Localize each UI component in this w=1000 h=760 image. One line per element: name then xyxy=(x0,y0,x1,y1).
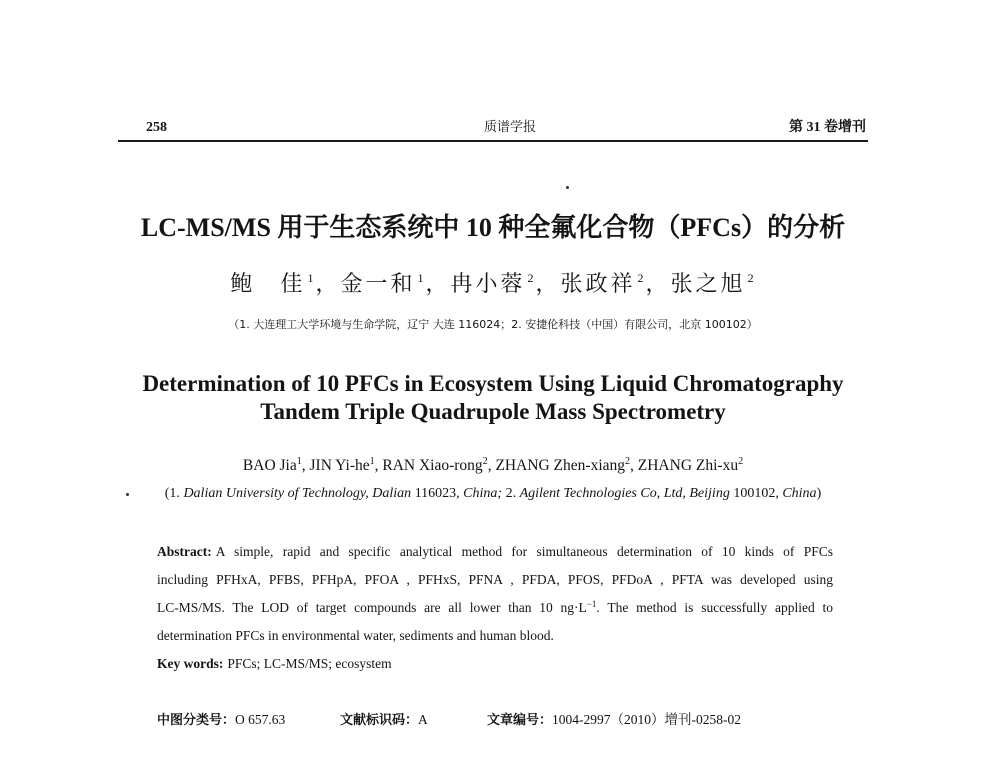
title-english-line: Determination of 10 PFCs in Ecosystem Using Liquid Chromatography xyxy=(142,371,844,396)
scan-speck xyxy=(566,186,569,189)
author-cn-name: 鲍 佳 xyxy=(230,272,306,297)
clc-number xyxy=(157,710,285,731)
clc-label: 中图分类号： xyxy=(157,713,236,728)
author-en-name: JIN Yi-he xyxy=(309,457,370,474)
authors-chinese xyxy=(118,270,868,300)
affiliation-institution: Dalian University of Technology, Dalian xyxy=(183,486,412,501)
author-cn-affiliation-mark: 2 xyxy=(637,271,644,285)
abstract-text: including PFHxA, PFBS, PFHpA, PFOA , PFHxS, PFNA , PFDA, PFOS, PFDoA , PFTA was developed using xyxy=(157,572,833,587)
author-en-affiliation-mark: 2 xyxy=(482,456,488,467)
author-en-affiliation-mark: 1 xyxy=(296,456,302,467)
author-separator: ， xyxy=(535,272,561,297)
affiliation-country: China; xyxy=(463,486,503,501)
author-cn-name: 金一和 xyxy=(340,272,416,297)
author-en-affiliation-mark: 2 xyxy=(625,456,631,467)
article-number-value: 1004-2997（2010）增刊-0258-02 xyxy=(552,712,742,727)
header-rule xyxy=(118,140,868,142)
author-en-name: RAN Xiao-rong xyxy=(382,457,483,474)
affiliation-country: China xyxy=(782,486,817,501)
title-english xyxy=(118,370,868,426)
abstract-line xyxy=(157,622,833,650)
article-number xyxy=(487,710,741,731)
unit-exponent: −1 xyxy=(586,599,597,609)
document-code-label: 文献标识码： xyxy=(340,713,419,728)
author-cn-affiliation-mark: 2 xyxy=(747,271,754,285)
affiliation-postcode: 100102, xyxy=(729,486,783,501)
abstract-text: determination PFCs in environmental water, sediments and human blood. xyxy=(157,628,554,643)
author-cn-affiliation-mark: 1 xyxy=(307,271,314,285)
keywords-label: Key words: xyxy=(157,656,224,671)
author-separator: ， xyxy=(315,272,341,297)
author-cn-name: 张政祥 xyxy=(560,272,636,297)
author-cn-affiliation-mark: 2 xyxy=(527,271,534,285)
title-english-line: Tandem Triple Quadrupole Mass Spectrometry xyxy=(260,399,726,424)
article-number-label: 文章编号： xyxy=(487,713,553,728)
title-chinese: LC-MS/MS 用于生态系统中 10 种全氟化合物（PFCs）的分析 xyxy=(140,213,846,242)
authors-english xyxy=(118,456,868,476)
affiliations-chinese: （1. 大连理工大学环境与生命学院，辽宁 大连 116024；2. 安捷伦科技（中国）有限公司，北京 100102） xyxy=(228,318,758,331)
author-separator: , xyxy=(374,457,383,474)
page-number: 258 xyxy=(146,120,167,135)
affiliation-postcode: 116023, xyxy=(411,486,464,501)
abstract-label: Abstract: xyxy=(157,544,212,559)
author-cn-name: 张之旭 xyxy=(670,272,746,297)
abstract-line xyxy=(157,594,833,622)
author-cn-name: 冉小蓉 xyxy=(450,272,526,297)
document-code xyxy=(340,710,428,731)
author-en-affiliation-mark: 1 xyxy=(369,456,375,467)
author-en-affiliation-mark: 2 xyxy=(738,456,744,467)
affiliation-text: (1. xyxy=(164,486,184,501)
document-code-value: A xyxy=(418,712,428,727)
abstract-text: LC-MS/MS. The LOD of target compounds are all lower than 10 ng·L xyxy=(157,600,587,615)
author-separator: ， xyxy=(645,272,671,297)
abstract-line xyxy=(157,538,833,566)
affiliations-english xyxy=(118,484,868,504)
affiliation-text: ) xyxy=(816,486,822,501)
author-en-name: ZHANG Zhi-xu xyxy=(637,457,739,474)
volume-issue: 第 31 卷增刊 xyxy=(789,120,866,135)
clc-value: O 657.63 xyxy=(235,712,286,727)
author-en-name: BAO Jia xyxy=(242,457,297,474)
abstract-text: A simple, rapid and specific analytical method for simultaneous determination of 10 kinds of PFCs xyxy=(215,544,833,559)
keywords xyxy=(157,650,392,678)
author-separator: , xyxy=(630,457,638,474)
affiliation-institution: Agilent Technologies Co, Ltd, Beijing xyxy=(519,486,730,501)
abstract-text: . The method is successfully applied to xyxy=(596,600,833,615)
author-cn-affiliation-mark: 1 xyxy=(417,271,424,285)
journal-name: 质谱学报 xyxy=(483,120,536,135)
author-separator: ， xyxy=(425,272,451,297)
keywords-text: PFCs; LC-MS/MS; ecosystem xyxy=(227,656,392,671)
author-separator: , xyxy=(301,457,310,474)
abstract-line xyxy=(157,566,833,594)
author-en-name: ZHANG Zhen-xiang xyxy=(495,457,626,474)
author-separator: , xyxy=(487,457,496,474)
affiliation-text: 2. xyxy=(502,486,520,501)
